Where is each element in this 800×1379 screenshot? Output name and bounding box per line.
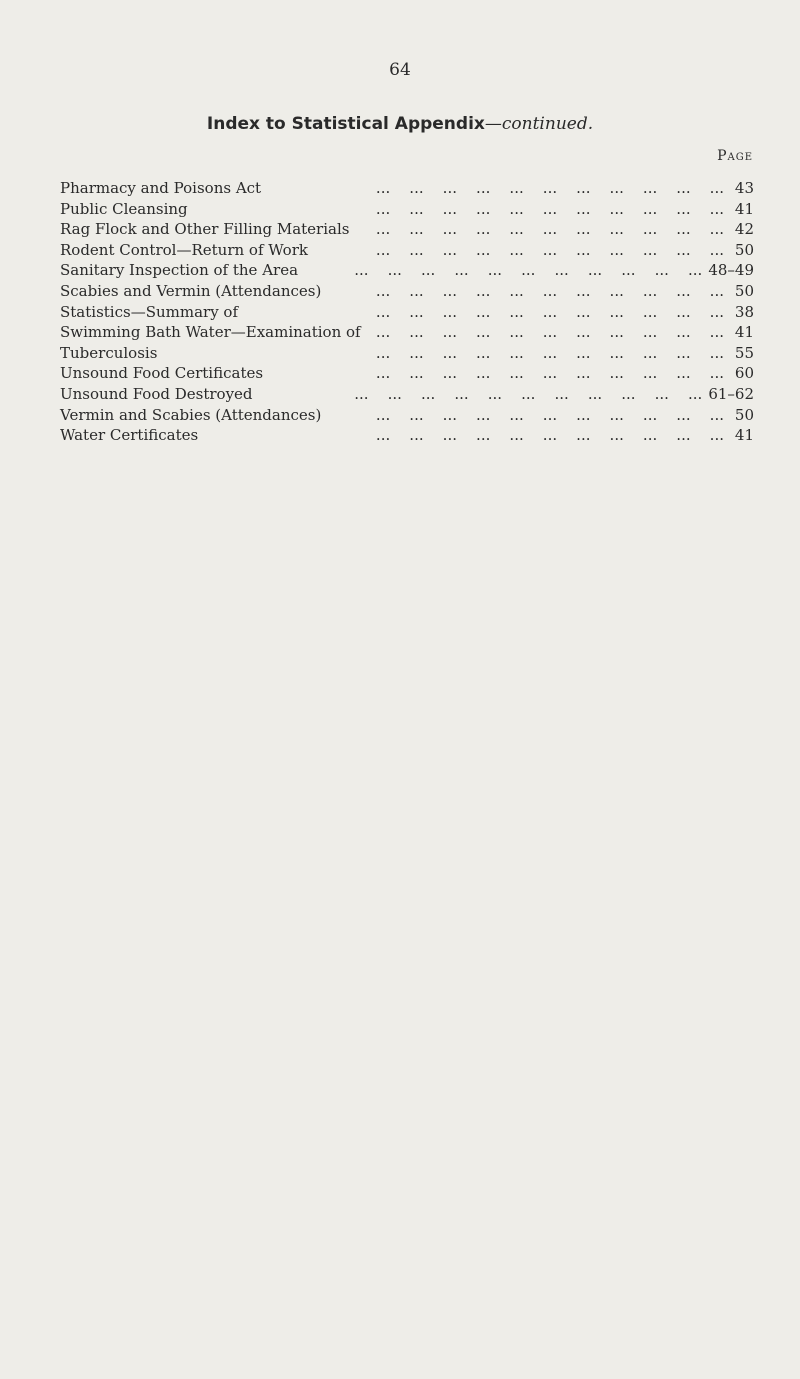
entry-leaders [308, 240, 730, 261]
index-entry [60, 384, 754, 405]
index-entry [60, 260, 754, 281]
entry-label: Water Certificates [60, 426, 199, 445]
entry-label: Vermin and Scabies (Attendances) [60, 405, 322, 424]
entry-leaders [188, 199, 730, 220]
entry-leaders [253, 384, 709, 405]
entry-leaders [238, 302, 730, 323]
entry-leaders [321, 405, 730, 426]
index-entry [60, 219, 754, 240]
index-entry [60, 405, 754, 426]
entry-leaders [263, 363, 730, 384]
entry-page: 41 [734, 199, 754, 218]
entry-leaders [321, 281, 730, 302]
entry-page: 48–49 [708, 261, 754, 280]
entry-label: Rodent Control—Return of Work [60, 240, 308, 259]
title-suffix: —continued. [484, 114, 594, 134]
index-entry [60, 199, 754, 220]
entry-label: Unsound Food Destroyed [60, 384, 253, 403]
entry-page: 38 [734, 302, 754, 321]
entry-leaders [349, 219, 730, 240]
entry-leaders [261, 178, 730, 199]
entry-leaders [198, 425, 730, 446]
index-entry [60, 322, 754, 343]
index-list [60, 178, 754, 446]
page-title [0, 114, 800, 134]
entry-page: 50 [734, 240, 754, 259]
entry-leaders [361, 322, 730, 343]
entry-label: Scabies and Vermin (Attendances) [60, 281, 322, 300]
entry-label: Tuberculosis [60, 343, 158, 362]
page-number: 64 [389, 60, 411, 80]
entry-leaders [157, 343, 730, 364]
entry-label: Unsound Food Certificates [60, 364, 264, 383]
entry-page: 61–62 [708, 384, 754, 403]
index-entry [60, 302, 754, 323]
entry-page: 50 [734, 405, 754, 424]
entry-page: 41 [734, 426, 754, 445]
entry-page: 50 [734, 281, 754, 300]
entry-label: Swimming Bath Water—Examination of [60, 323, 361, 342]
index-entry [60, 281, 754, 302]
index-entry [60, 425, 754, 446]
entry-label: Rag Flock and Other Filling Materials [60, 220, 350, 239]
page-column-header: Page [717, 148, 753, 164]
entry-page: 42 [734, 220, 754, 239]
entry-page: 43 [734, 179, 754, 197]
entry-label: Public Cleansing [60, 199, 188, 218]
entry-page: 55 [734, 343, 754, 362]
entry-label: Statistics—Summary of [60, 302, 239, 321]
index-entry [60, 363, 754, 384]
entry-page: 41 [734, 323, 754, 342]
index-entry [60, 240, 754, 261]
title-main: Index to Statistical Appendix [206, 114, 485, 134]
entry-leaders [298, 260, 708, 281]
entry-label: Pharmacy and Poisons Act [60, 179, 262, 197]
entry-label: Sanitary Inspection of the Area [60, 261, 299, 280]
entry-page: 60 [734, 364, 754, 383]
index-entry [60, 343, 754, 364]
index-entry [60, 178, 754, 199]
